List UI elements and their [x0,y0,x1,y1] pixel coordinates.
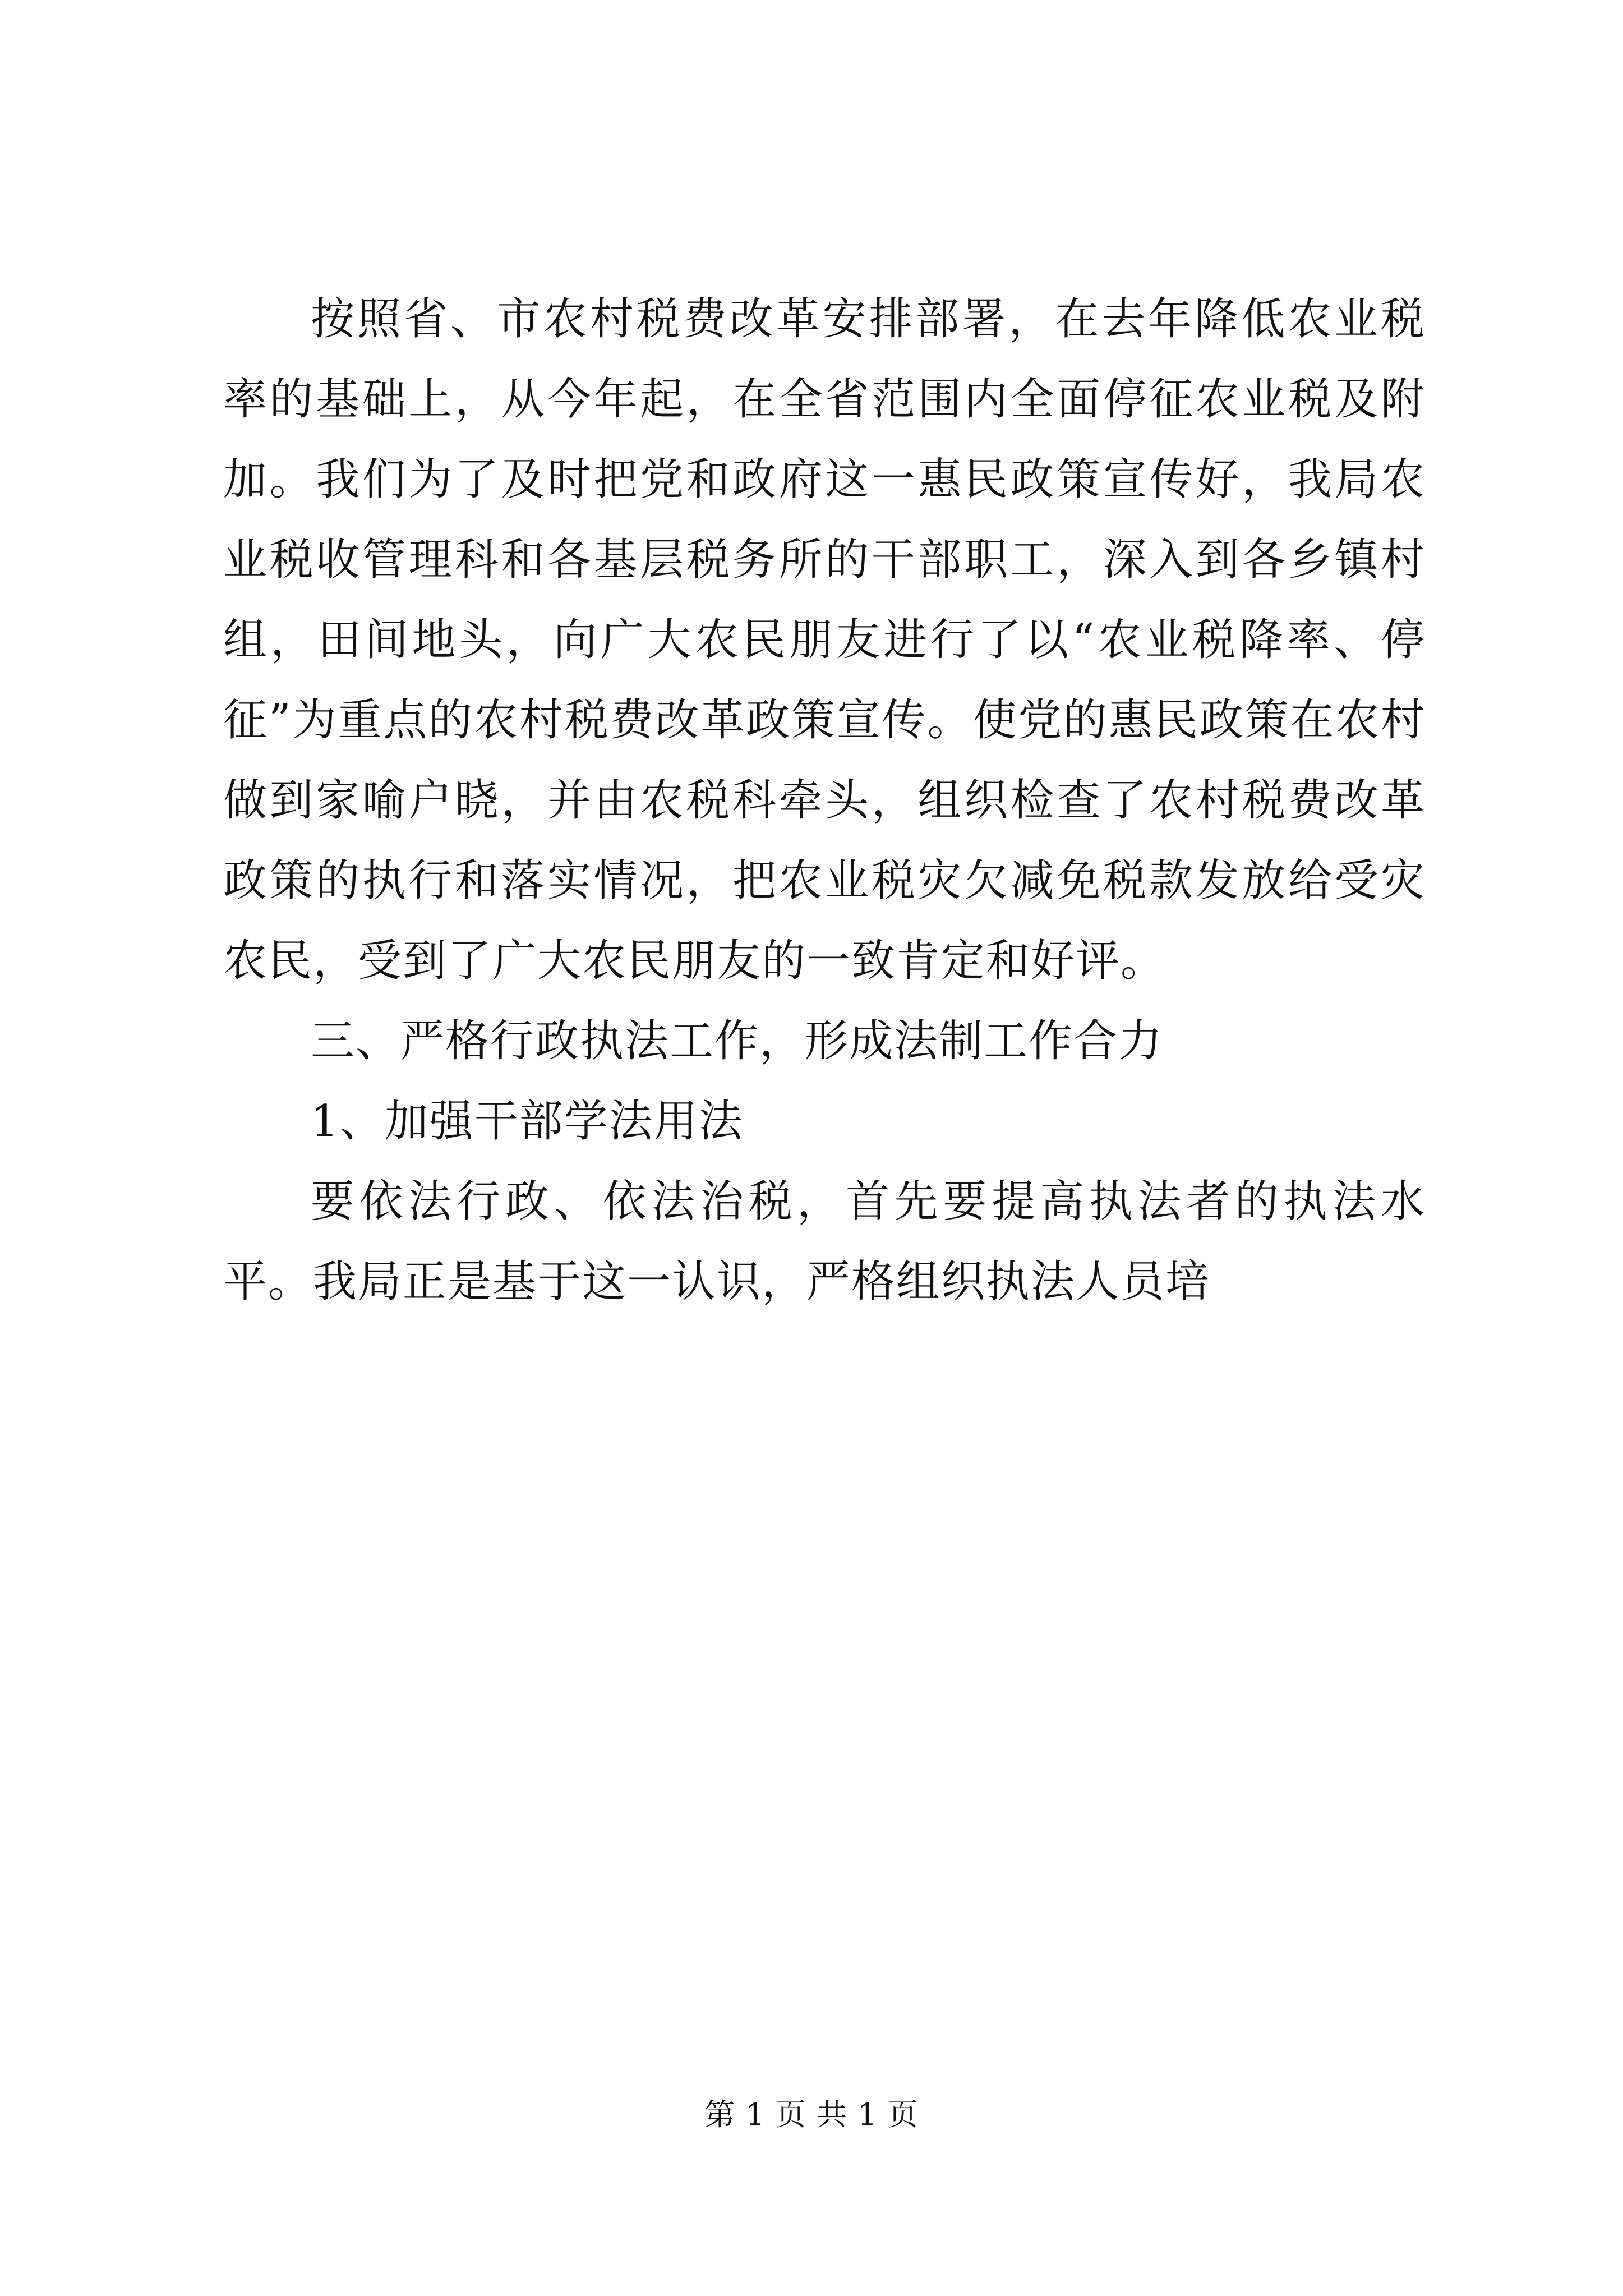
page-footer: 第 1 页 共 1 页 [704,2097,919,2132]
document-body [223,279,1426,1322]
body-paragraph-2: 要依法行政、依法治税，首先要提高执法者的执法水平。我局正是基于这一认识，严格组织执法人员培 [223,1176,1426,1307]
section-heading: 三、严格行政执法工作，形成法制工作合力 [311,1016,1164,1066]
subsection-heading: 1、加强干部学法用法 [311,1096,744,1147]
body-paragraph-1: 按照省、市农村税费改革安排部署，在去年降低农业税率的基础上，从今年起，在全省范围内全面停征农业税及附加。我们为了及时把党和政府这一惠民政策宣传好，我局农业税收管理科和各基层税务所的干部职工，深入到各乡镇村组，田间地头，向广大农民朋友进行了以“农业税降率、停征”为重点的农村税费改革政策宣传。使党的惠民政策在农村做到家喻户晓，并由农税科牵头，组织检查了农村税费改革政策的执行和落实情况，把农业税灾欠减免税款发放给受灾农民，受到了广大农民朋友的一致肯定和好评。 [223,294,1426,986]
